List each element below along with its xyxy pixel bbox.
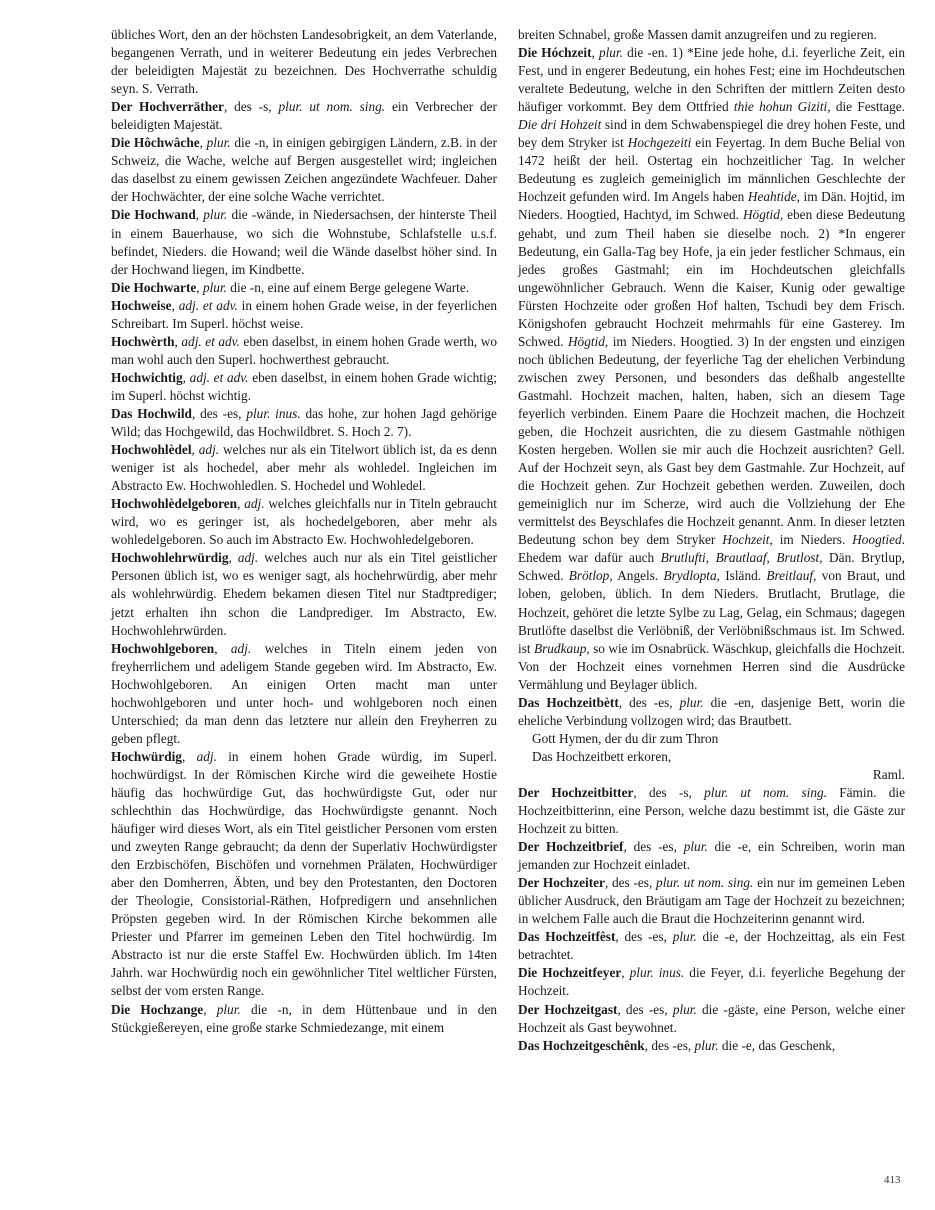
left-entry-continuation: übliches Wort, den an der höchsten Landesobrigkeit, an dem Vaterlande, begangenen Verrath, und in weiterer Bedeutung ein jedes Verbrechen der beleidigten Majestät zu bezeichnen. Des Hochverrathe schuldig seyn. S. Verrath. <box>111 27 497 97</box>
verse-line-1: Gott Hymen, der du dir zum Thron <box>532 730 719 746</box>
entry-hochzeiter: Der Hochzeiter, des -es, plur. ut nom. sing. ein nur im gemeinen Leben üblicher Ausdruck, den Bräutigam am Tage der Hochzeit zu bezeichnen; in welchem Falle auch die Braut die Hochzeiterinn genannt wird. <box>518 875 905 927</box>
entry-hochzange: Die Hochzange, plur. die -n, in dem Hüttenbaue und in den Stückgießereyen, eine große starke Schmiedezange, mit einem <box>111 1001 497 1035</box>
right-entry-continuation: breiten Schnabel, große Massen damit anzugreifen und zu regieren. <box>518 27 877 42</box>
entry-hochwuerdig: Hochwürdig, adj. in einem hohen Grade würdig, im Superl. hochwürdigst. In der Römischen Kirche wird die geweihete Hostie häufig das hochwürdige Gut, das hochwürdigste Gut, oder nur schlechthin das Hochwürdige, das Hochwürdigste genannt. Noch häufiger wird dieses Wort, als ein Titel geistlicher Personen vom ersten und zweyten Range gebraucht; da denn der Superlativ Hochwürdigster den Erzbischöfen, Bischöfen und vornehmen Prälaten, Hochwürdiger aber den Domherren, Äbten, und bey den Protestanten, den Doctoren der Theologie, Consistorial-Räthen, Hofpredigern und ansehnlichen Pröpsten gegeben wird. In der Römischen Kirche bekommen alle Priester und Pfarrer im gemeinen Leben den Titel hochwürdig. Im Abstracto ist nur die erste Staffel Ew. Hochwürden üblich. Im 14ten Jahrh. war Hochwürdig noch ein gewöhnlicher Titel weltlicher Fürsten, selbst der vom ersten Range. <box>111 748 497 999</box>
entry-hochzeitbett: Das Hochzeitbètt, des -es, plur. die -en, dasjenige Bett, worin die eheliche Verbindung vollzogen wird; das Brautbett. <box>518 694 905 728</box>
entry-hochwerth: Hochwèrth, adj. et adv. eben daselbst, in einem hohen Grade werth, wo man wohl auch den Superl. hochwerthest gebraucht. <box>111 333 497 367</box>
entry-hochwild: Das Hochwild, des -es, plur. inus. das hohe, zur hohen Jagd gehörige Wild; das Hochgewild, das Hochwildbret. S. Hoch 2. 7). <box>111 405 497 440</box>
entry-hochzeitfeyer: Die Hochzeitfeyer, plur. inus. die Feyer, d.i. feyerliche Begehung der Hochzeit. <box>518 965 905 999</box>
entry-hochwohledelgeboren: Hochwohlèdelgeboren, adj. welches gleichfalls nur in Titeln gebraucht wird, wo es geringer ist, als hochedelgeboren, aber mehr als wohledelgeboren. So auch im Abstracto Ew. Hochwohledelgeboren. <box>111 496 497 548</box>
entry-hochweise: Hochweise, adj. et adv. in einem hohen Grade weise, in der feyerlichen Schreibart. Im Superl. höchst weise. <box>111 297 497 331</box>
entry-hochwohledel: Hochwohlèdel, adj. welches nur als ein Titelwort üblich ist, da es denn weniger ist als hochedel, aber mehr als wohledel. Ingleichen im Abstracto Ew. Hochwohledlen. S. Hochedel und Wohledel. <box>111 442 497 494</box>
entry-hochwichtig: Hochwichtig, adj. et adv. eben daselbst, in einem hohen Grade wichtig; im Superl. höchst wichtig. <box>111 369 497 403</box>
page-number: 413 <box>884 1174 901 1186</box>
entry-hochwarte: Die Hochwarte, plur. die -n, eine auf einem Berge gelegene Warte. <box>111 279 470 295</box>
entry-hochzeit: Die Hóchzeit, plur. die -en. 1) *Eine jede hohe, d.i. feyerliche Zeit, ein Fest, und in engerer Bedeutung, ein hohes Fest; eine im Hochdeutschen veraltete Bedeutung, welche in den Schriften der mittlern Zeiten desto häufiger vorkommt. Bey dem Ottfried thie hohun Giziti, die Festtage. Die dri Hohzeit sind in dem Schwabenspiegel die drey hohen Feste, und bey dem Stryker ist Hochgezeiti ein Feyertag. In dem Buche Belial von 1472 heißt der heil. Ostertag ein hochzeitlicher Tag. In welcher Bedeutung es zugleich gemeiniglich im männlichen Geschlechte der Hochzeit gefunden wird. Im Angels haben Heahtide, im Dän. Hojtid, im Nieders. Hoogtied, Hachtyd, im Schwed. Högtid, eben diese Bedeutung gehabt, und zum Theil haben sie dieselbe noch. 2) *In engerer Bedeutung, ein Galla-Tag bey Hofe, ja ein jeder festlicher Schmaus, ein jedes großes Gastmahl; ein im Hochdeutschen gleichfalls ungewöhnlicher Gebrauch. Wenn die Kaiser, Kunig oder gewaltige Fürsten Hochzeite oder großen Hof halten, Tschudi bey dem Frisch. Königshofen gebraucht Hochzeit mehrmahls für eine Gasterey. Im Schwed. Högtid, im Nieders. Hoogtied. 3) In der engsten und einzigen noch üblichen Bedeutung, der feyerliche Tag der ehelichen Verbindung zwischen zwey Personen, und besonders das deßhalb angestellte Gastmahl. Hochzeit machen, halten, haben, sich an diesem Tage feyerlich verbinden. Einem Paare die Hochzeit machen, die Hochzeit geben, die Hochzeit ausrichten, die zu diesem Gastmahle nöthigen Kosten hergeben. Wollen sie mir auch die Hochzeit ausrichten? Gell. Auf der Hochzeit seyn, als Gast bey dem Gastmahle. Zur Hochzeit, auf die Hochzeit gehen. Zur Hochzeit gebethen werden. Zuweilen, doch gemeiniglich nur im Scherze, wird auch die Vollziehung der Ehe vermittelst des Beyschlafes die Hochzeit genannt. Anm. In dieser letzten Bedeutung schon bey dem Stryker Hochzeit, im Nieders. Hoogtied. Ehedem war dafür auch Brutlufti, Brautlaaf, Brutlost, Dän. Brytlup, Schwed. Brötlop, Angels. Brydlopta, Isländ. Breitlauf, von Braut, und loben, geloben, üblich. In dem Nieders. Brutlacht, Brutlage, die Hochzeit, gehöret die letzte Sylbe zu Lag, Gelag, ein Schmaus; dagegen Brutlöfte daselbst die Verlöbniß, der Verlöbnißschmaus ist. Im Schwed. ist Brudkaup, so wie im Osnabrück. Wäschkup, gleichfalls die Hochzeit. Von der Hochzeit eines vornehmen Herren sind die Ausdrücke Vermählung und Beylager üblich. <box>518 45 906 692</box>
entry-hochzeitgeschenk: Das Hochzeitgeschênk, des -es, plur. die -e, das Geschenk, <box>518 1037 836 1053</box>
entry-hochwand: Die Hochwand, plur. die -wände, in Niedersachsen, der hinterste Theil in einem Bauerhause, wo sich die Wohnstube, Schlafstelle u.s.f. befindet, Nieders. die Howand; weil die Wände daselbst höher sind. In der Hochwand liegen, im Kindbette. <box>111 207 498 277</box>
entry-hochzeitbrief: Der Hochzeitbrief, des -es, plur. die -e, ein Schreiben, worin man jemanden zur Hochzeit einladet. <box>518 839 905 873</box>
entry-hochverraether: Der Hochverräther, des -s, plur. ut nom. sing. ein Verbrecher der beleidigten Majestät. <box>111 99 497 133</box>
verse-source: Raml. <box>872 766 905 782</box>
right-column <box>518 26 905 1055</box>
verse-line-2: Das Hochzeitbett erkoren, <box>532 748 672 764</box>
entry-hochzeitfest: Das Hochzeitfêst, des -es, plur. die -e, der Hochzeittag, als ein Fest betrachtet. <box>518 929 906 963</box>
entry-hochwohlehrwuerdig: Hochwohlehrwürdig, adj. welches auch nur als ein Titel geistlicher Personen üblich ist, wo es weniger sagt, als hochehrwürdig, aber mehr als wohlehrwürdig. Ehedem bekamen diesen Titel nur Stadtprediger; jetzt erhalten ihn schon die Landprediger. Im Abstracto, Ew. Hochwohlehrwürden. <box>111 550 498 638</box>
entry-hochzeitgast: Der Hochzeitgast, des -es, plur. die -gäste, eine Person, welche einer Hochzeit als Gast beywohnet. <box>518 1001 906 1035</box>
left-column <box>111 26 497 1037</box>
entry-hochwache: Die Hôchwâche, plur. die -n, in einigen gebirgigen Ländern, z.B. in der Schweiz, die Wache, welche auf Bergen ausgestellet wird; ingleichen das daselbst zu einem gewissen Zeichen angezündete Wachfeuer. Daher der Hochwächter, der eine solche Wache verrichtet. <box>111 135 498 205</box>
entry-hochwohlgeboren: Hochwohlgeboren, adj. welches in Titeln einem jeden von freyherrlichem und adeligem Stande gegeben wird. Im Abstracto, Ew. Hochwohlgeboren. An einigen Orten macht man unter hochwohlgeboren und unter hoch- und wohlgeboren noch einen Unterschied; da man denn das letztere nur allein den Freyherren zu geben pflegt. <box>111 640 497 746</box>
entry-hochzeitbitter: Der Hochzeitbitter, des -s, plur. ut nom. sing. Fämin. die Hochzeitbitterinn, eine Person, welche dazu bestimmt ist, die Gäste zur Hochzeit zu bitten. <box>518 784 906 837</box>
